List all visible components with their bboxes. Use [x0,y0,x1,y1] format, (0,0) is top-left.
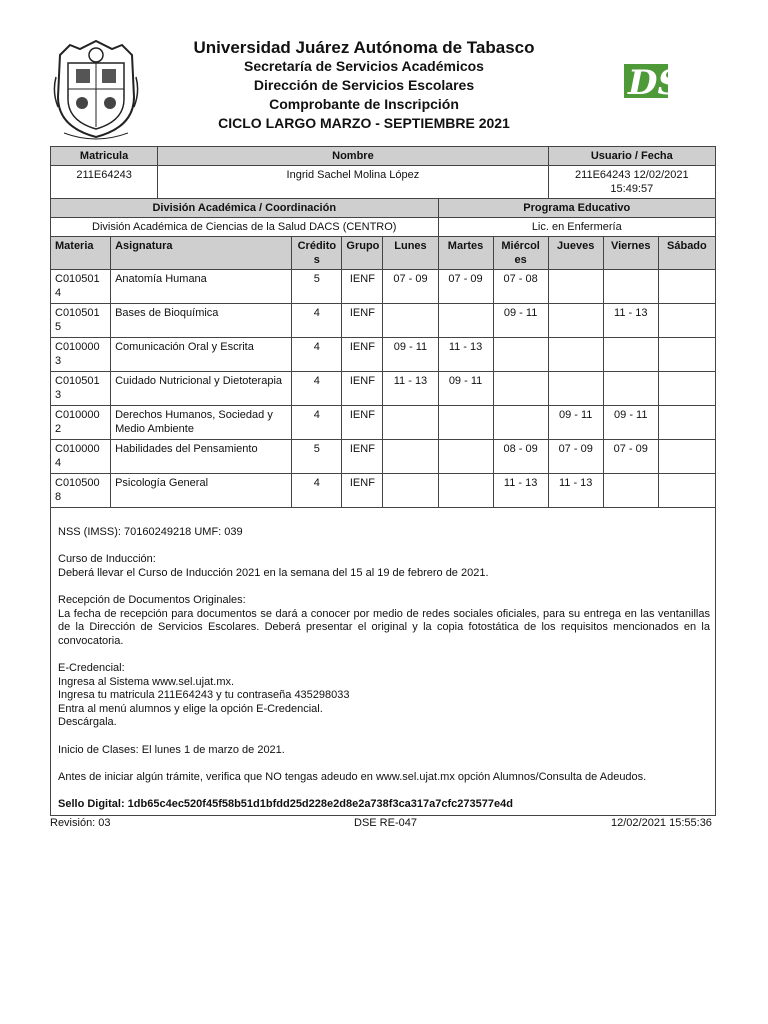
ecredential-step-2: Ingresa tu matricula 211E64243 y tu contraseña 435298033 [58,689,350,702]
notes-box [50,496,716,816]
cell-jueves: 07 - 09 [548,440,603,474]
table-row [51,338,716,372]
dse-logo-text: DSE [628,63,708,102]
cell-jueves: 09 - 11 [548,406,603,440]
cell-viernes [603,270,658,304]
col-header-viernes: Viernes [603,237,658,270]
cell-materia: C010000 2 [51,406,111,440]
programa-header: Programa Educativo [438,199,716,218]
matricula-header: Matricula [51,147,158,166]
cell-jueves [548,372,603,406]
induction-section [58,553,710,580]
footer-code: DSE RE-047 [354,817,417,829]
cell-materia: C010000 3 [51,338,111,372]
cell-grupo: IENF [342,304,383,338]
cell-materia: C010500 8 [51,474,111,508]
digital-seal: Sello Digital: 1db65c4ec520f45f58b51d1bfdd25d228e2d8e2a738f3ca317a7cfc273577e4d [58,797,513,810]
col-header-creditos: Crédito s [292,237,342,270]
cell-miercoles [493,338,548,372]
cell-grupo: IENF [342,474,383,508]
table-row [51,304,716,338]
cell-asignatura: Comunicación Oral y Escrita [111,338,292,372]
reception-section [58,594,710,648]
cell-grupo: IENF [342,338,383,372]
col-header-jueves: Jueves [548,237,603,270]
ecredential-title: E-Credencial: [58,661,125,674]
cell-martes [438,440,493,474]
cell-jueves [548,270,603,304]
cell-sabado [658,372,715,406]
cell-sabado [658,440,715,474]
col-header-lunes: Lunes [383,237,438,270]
col-header-materia: Materia [51,237,111,270]
cell-miercoles: 08 - 09 [493,440,548,474]
cell-miercoles: 11 - 13 [493,474,548,508]
ecredential-section [58,662,710,730]
cell-lunes [383,304,438,338]
cell-sabado [658,406,715,440]
class-start-line: Inicio de Clases: El lunes 1 de marzo de 2021. [58,743,285,756]
cell-materia: C010501 4 [51,270,111,304]
footer-revision: Revisión: 03 [50,817,111,829]
cell-miercoles [493,372,548,406]
cell-creditos: 4 [292,406,342,440]
ecredential-step-4: Descárgala. [58,716,117,729]
cell-martes: 11 - 13 [438,338,493,372]
cell-jueves [548,304,603,338]
cell-creditos: 4 [292,474,342,508]
division-value: División Académica de Ciencias de la Salud DACS (CENTRO) [51,218,439,237]
cell-miercoles: 09 - 11 [493,304,548,338]
cell-grupo: IENF [342,372,383,406]
cell-creditos: 4 [292,372,342,406]
table-row [51,440,716,474]
table-row [51,406,716,440]
col-header-martes: Martes [438,237,493,270]
cell-asignatura: Habilidades del Pensamiento [111,440,292,474]
nss-line: NSS (IMSS): 70160249218 UMF: 039 [58,526,243,538]
cell-lunes [383,406,438,440]
usuario-fecha-value: 211E64243 12/02/2021 15:49:57 [548,166,715,199]
cell-miercoles [493,406,548,440]
cell-lunes: 11 - 13 [383,372,438,406]
cell-sabado [658,304,715,338]
reception-title: Recepción de Documentos Originales: [58,593,246,606]
cell-sabado [658,338,715,372]
ecredential-step-1: Ingresa al Sistema www.sel.ujat.mx. [58,675,235,688]
cell-grupo: IENF [342,270,383,304]
cell-lunes: 07 - 09 [383,270,438,304]
col-header-sabado: Sábado [658,237,715,270]
division-header: División Académica / Coordinación [51,199,439,218]
cell-lunes: 09 - 11 [383,338,438,372]
cell-materia: C010501 5 [51,304,111,338]
cell-viernes: 11 - 13 [603,304,658,338]
cell-asignatura: Bases de Bioquímica [111,304,292,338]
cell-asignatura: Cuidado Nutricional y Dietoterapia [111,372,292,406]
cell-creditos: 4 [292,304,342,338]
col-header-asignatura: Asignatura [111,237,292,270]
reception-text: La fecha de recepción para documentos se dará a conocer por medio de redes sociales oficiales, para su entrega en las ventanillas de la Dirección de Servicios Escolares. Deberá presentar el original y la copia fotostática de los requisitos mencionados en la convocatoria. [58,607,710,647]
university-seal-logo [50,37,142,141]
cell-martes: 07 - 09 [438,270,493,304]
ecredential-step-3: Entra al menú alumnos y elige la opción E-Credencial. [58,702,323,715]
direccion-line: Dirección de Servicios Escolares [253,77,475,93]
cell-asignatura: Derechos Humanos, Sociedad y Medio Ambiente [111,406,292,440]
matricula-value: 211E64243 [51,166,158,199]
cell-grupo: IENF [342,406,383,440]
cell-lunes [383,440,438,474]
induction-text: Deberá llevar el Curso de Inducción 2021 en la semana del 15 al 19 de febrero de 2021. [58,566,489,579]
cell-viernes [603,372,658,406]
debt-notice: Antes de iniciar algún trámite, verifica que NO tengas adeudo en www.sel.ujat.mx opción Alumnos/Consulta de Adeudos. [58,770,647,783]
cell-creditos: 5 [292,440,342,474]
cell-creditos: 4 [292,338,342,372]
footer-timestamp: 12/02/2021 15:55:36 [611,817,712,829]
cell-jueves [548,338,603,372]
cell-grupo: IENF [342,440,383,474]
nombre-header: Nombre [158,147,549,166]
cell-martes: 09 - 11 [438,372,493,406]
enrollment-table [50,146,716,508]
cell-asignatura: Anatomía Humana [111,270,292,304]
induction-title: Curso de Inducción: [58,553,156,566]
nombre-value: Ingrid Sachel Molina López [158,166,549,199]
cell-viernes: 07 - 09 [603,440,658,474]
cell-viernes [603,338,658,372]
cell-creditos: 5 [292,270,342,304]
col-header-miercoles: Miércol es [493,237,548,270]
university-name: Universidad Juárez Autónoma de Tabasco [193,38,535,57]
cell-jueves: 11 - 13 [548,474,603,508]
cell-materia: C010000 4 [51,440,111,474]
cell-asignatura: Psicología General [111,474,292,508]
cell-miercoles: 07 - 08 [493,270,548,304]
table-row [51,372,716,406]
cell-martes [438,406,493,440]
cell-martes [438,304,493,338]
table-row [51,270,716,304]
cycle-title: CICLO LARGO MARZO - SEPTIEMBRE 2021 [218,115,510,131]
document-header [150,38,578,133]
cell-sabado [658,270,715,304]
secretaria-line: Secretaría de Servicios Académicos [244,58,484,74]
usuario-fecha-header: Usuario / Fecha [548,147,715,166]
programa-value: Lic. en Enfermería [438,218,716,237]
cell-materia: C010501 3 [51,372,111,406]
dse-logo [622,58,720,102]
document-title: Comprobante de Inscripción [269,96,459,112]
col-header-grupo: Grupo [342,237,383,270]
cell-viernes: 09 - 11 [603,406,658,440]
